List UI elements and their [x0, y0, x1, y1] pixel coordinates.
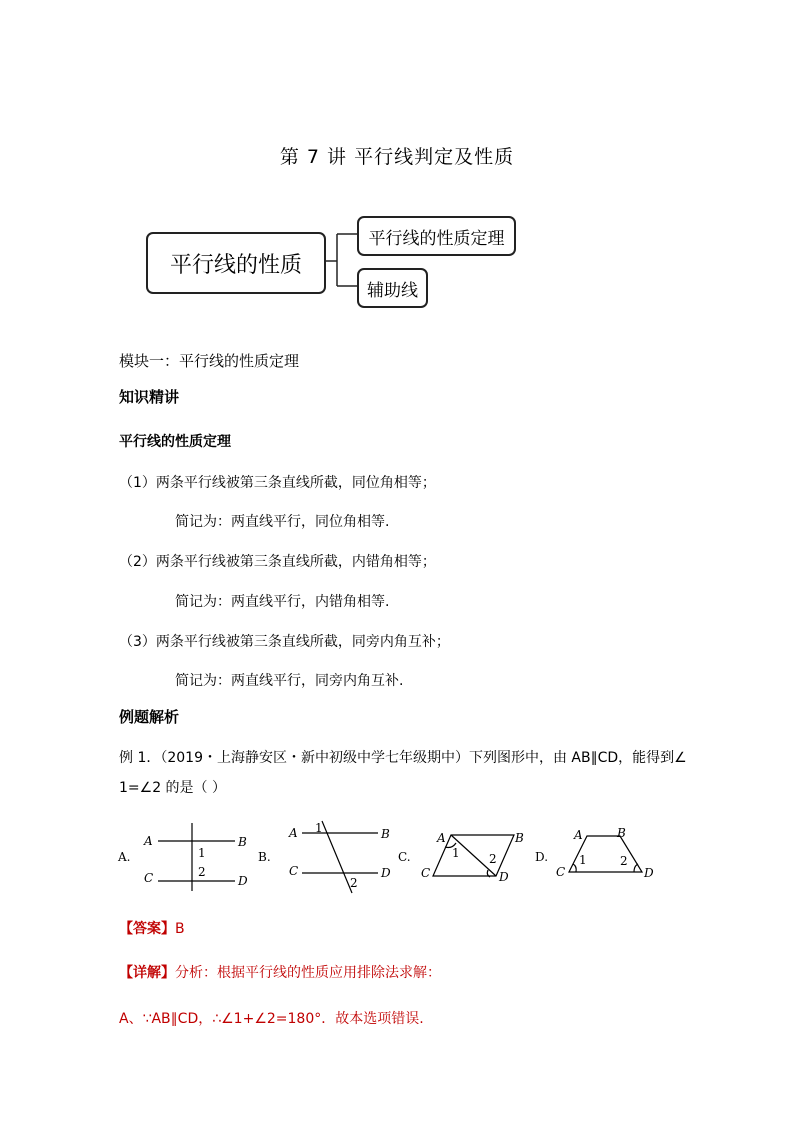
option-d-label: D.: [535, 850, 549, 864]
option-b-point-a: A: [289, 826, 298, 840]
option-d-point-b: B: [617, 826, 626, 840]
theorem-2-short: 简记为：两直线平行，内错角相等.: [175, 594, 390, 610]
option-a-label: A.: [118, 850, 131, 864]
option-c-point-a: A: [437, 831, 446, 845]
option-a-angle-1: 1: [198, 846, 206, 860]
option-b-point-c: C: [289, 864, 299, 878]
option-b-label: B.: [258, 850, 271, 864]
option-d-angle-1: 1: [579, 853, 587, 867]
examples-heading: 例题解析: [119, 708, 180, 726]
option-figures: [0, 815, 794, 899]
answer-value: B: [175, 921, 185, 937]
option-c-angle-1: 1: [452, 846, 460, 860]
example-1-line-1: 例 1．（2019・上海静安区・新中初级中学七年级期中）下列图形中，由 AB∥CD，能得到∠: [119, 750, 687, 766]
mindmap-main-node: 平行线的性质: [146, 232, 326, 294]
option-c-point-c: C: [421, 866, 431, 880]
option-b-angle-1: 1: [315, 821, 323, 835]
mindmap-child-auxiliary: 辅助线: [357, 268, 428, 308]
theorem-3-statement: （3）两条平行线被第三条直线所截，同旁内角互补；: [119, 634, 450, 650]
option-b-point-b: B: [381, 827, 390, 841]
theorem-heading: 平行线的性质定理: [119, 434, 231, 450]
option-a-angle-2: 2: [198, 865, 206, 879]
detail-line: [119, 962, 441, 982]
option-a-point-d: D: [238, 874, 248, 888]
option-b-point-d: D: [381, 866, 391, 880]
detail-tag: 【详解】: [119, 965, 175, 981]
page-title: 第 7 讲 平行线判定及性质: [279, 146, 515, 168]
option-d-point-d: D: [644, 866, 654, 880]
option-c-point-d: D: [499, 870, 509, 884]
theorem-1-short: 简记为：两直线平行，同位角相等.: [175, 514, 390, 530]
theorem-3-short: 简记为：两直线平行，同旁内角互补.: [175, 673, 404, 689]
option-a-figure: [158, 823, 235, 891]
option-a-point-b: B: [238, 835, 247, 849]
option-c-angle-2: 2: [489, 852, 497, 866]
option-c-label: C.: [398, 850, 411, 864]
solution-option-a: A、∵AB∥CD，∴∠1+∠2=180°．故本选项错误.: [119, 1011, 424, 1027]
module-heading: 模块一：平行线的性质定理: [119, 352, 300, 370]
example-1-line-2: 1=∠2 的是（ ）: [119, 780, 226, 796]
detail-text: 分析：根据平行线的性质应用排除法求解：: [175, 965, 441, 981]
option-b-figure: [302, 821, 378, 893]
answer-line: [119, 918, 185, 938]
theorem-1-statement: （1）两条平行线被第三条直线所截，同位角相等；: [119, 475, 436, 491]
option-d-point-a: A: [574, 828, 583, 842]
option-c-point-b: B: [515, 831, 524, 845]
option-d-angle-2: 2: [620, 854, 628, 868]
option-d-point-c: C: [556, 865, 566, 879]
knowledge-heading: 知识精讲: [119, 388, 180, 406]
option-b-angle-2: 2: [350, 876, 358, 890]
option-a-point-a: A: [144, 834, 153, 848]
option-a-point-c: C: [144, 871, 154, 885]
mindmap-child-theorem: 平行线的性质定理: [357, 216, 516, 256]
answer-tag: 【答案】: [119, 921, 175, 937]
option-figures-svg: [0, 815, 794, 895]
theorem-2-statement: （2）两条平行线被第三条直线所截，内错角相等；: [119, 554, 436, 570]
